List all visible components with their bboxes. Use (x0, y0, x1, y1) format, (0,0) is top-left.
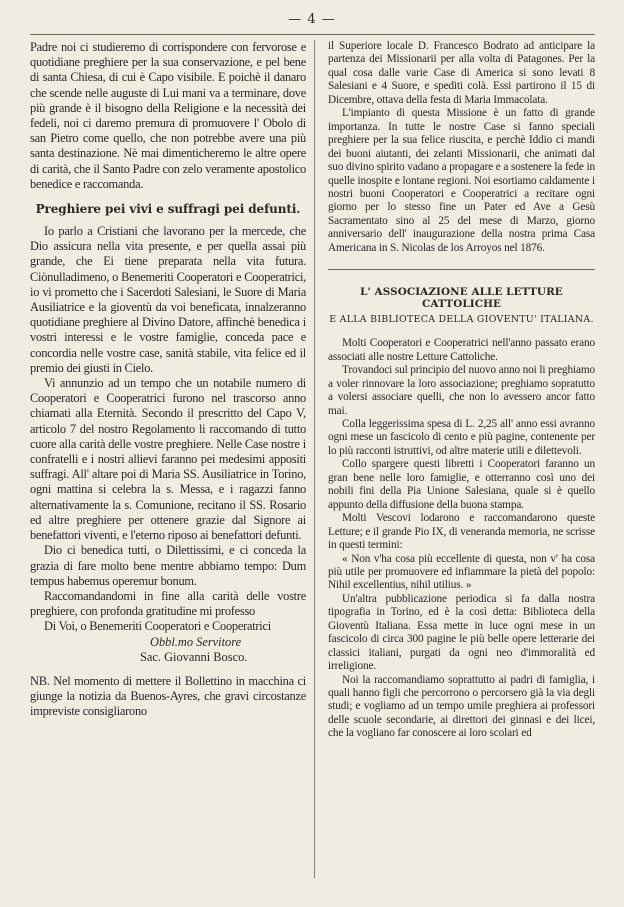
right-quote: « Non v'ha cosa più eccellente di questa, non v' ha cosa più utile per promuovere ed infiammare la pietà del popolo: Nihil excellentius, nihil utilius. » (328, 552, 595, 592)
right-column (328, 40, 595, 741)
right-paragraph-2: L'impianto di questa Missione è un fatto di grande importanza. In tutte le nostre Case si fanno speciali preghiere per la sua felice riuscita, e perchè Iddio ci mandi dei buoni aiutanti, dei zelanti Missionarii, che animati dal suo divino spirito vadano a propagare e a sostenere la fede in quelle inospite e lontane regioni. Noi esortiamo caldamente i nostri buoni Cooperatori e Cooperatrici a recitare ogni giorno per lo stesso fine un Pater ed Ave a Gesù Sacramentato sino al 25 del mese di Marzo, giorno anniversario dell' inaugurazione della nostra prima Casa Americana in S. Nicolas de los Arroyos nel 1876. (328, 107, 595, 254)
section-subtitle-biblioteca: E ALLA BIBLIOTECA DELLA GIOVENTU' ITALIANA. (329, 314, 594, 326)
right-paragraph-7: Molti Vescovi lodarono e raccomandarono queste Letture; e il grande Pio IX, di veneranda memoria, ne scrisse in questi termini: (328, 512, 595, 552)
section-heading-prayers: Preghiere pei vivi e suffragi pei defunti. (35, 202, 301, 217)
left-paragraph-3: Vi annunzio ad un tempo che un notabile numero di Cooperatori e Cooperatrici furono nel trascorso anno chiamati alla Eternità. Secondo il prescritto del Capo V, articolo 7 del nostro Regolamento li raccomando di tutto cuore alla carità delle vostre preghiere. Nelle Case nostre i confratelli e i nostri allievi faranno pei medesimi appositi suffragi. All' altare poi di Maria SS. Ausiliatrice in Torino, ogni mattina si celebra la s. Messa, e i ragazzi fanno alternativamente la s. Comunione, recitano il SS. Rosario ed altre preghiere per ottenere grazie dal Signore ai benefattori viventi, e l'eterno riposo ai benefattori defunti. (30, 376, 306, 543)
right-paragraph-5: Colla leggerissima spesa di L. 2,25 all' anno essi avranno ogni mese un fascicolo di cento e più pagine, contenente per lo più racconti istruttivi, od altre materie utili e dilettevoli. (328, 417, 595, 457)
left-paragraph-2: Io parlo a Cristiani che lavorano per la mercede, che Dio assicura nella vita presente, e per quella assai più grande, che Ei tiene preparata nella vita futura. Ciònulladimeno, o Benemeriti Cooperatori e Cooperatrici, io vi prometto che i Sacerdoti Salesiani, le Suore di Maria Ausiliatrice e la gioventù da voi beneficata, innalzeranno quotidiane preghiere al Divino Datore, affinchè benedica i vostri interessi e le vostre famiglie, conceda pace e concordia nelle vostre case, sanità stabile, vita felice ed il premio dei giusti in Cielo. (30, 224, 306, 375)
right-paragraph-10: Noi la raccomandiamo soprattutto ai padri di famiglia, i quali hanno figli che percorrono o percorsero già la via degli studi; e vogliamo ad un tempo umile preghiera ai professori delle scuole secondarie, ai direttori dei ginnasi e dei licei, che la vogliano far conoscere ai loro scolari ed (328, 673, 595, 740)
signature-line-2: Sac. Giovanni Bosco. (140, 650, 248, 665)
section-separator (328, 269, 595, 270)
left-paragraph-1: Padre noi ci studieremo di corrispondere con fervorose e quotidiane preghiere per la sua conservazione, e pel bene di santa Chiesa, di cui è Capo visibile. E poichè il danaro che scende nelle auguste di Lui mani va a terminare, dove più grande è il bisogno della Religione e la necessità dei fedeli, noi ci daremo premura di promuovere l' Obolo di san Pietro come quello, che non potrebbe avere una più santa destinazione. Nè mai dimenticheremo le altre opere di carità, che il Santo Padre con zelo veramente apostolico benedice e raccomanda. (30, 40, 306, 191)
column-divider (314, 40, 315, 878)
nota-bene: NB. Nel momento di mettere il Bollettino in macchina ci giunge la notizia da Buenos-Ayres, che gravi circostanze impreviste consigliarono (30, 673, 306, 718)
right-paragraph-1: il Superiore locale D. Francesco Bodrato ad anticipare la partenza dei Missionarii per alla volta di Patagones. Per la qual cosa dalle varie Case di America si sono levati 8 Salesiani e 4 Suore, e spediti colà. Essi partirono il 15 di Dicembre, ottava della festa di Maria Immacolata. (328, 40, 595, 106)
right-paragraph-4: Trovandoci sul principio del nuovo anno noi li preghiamo a voler rinnovare la loro associazione; preghiamo sopratutto a volersi associare quelli, che non lo avessero ancor fatto mai. (328, 364, 595, 417)
right-paragraph-9: Un'altra pubblicazione periodica si fa dalla nostra tipografia in Torino, ed è la così detta: Biblioteca della Gioventù Italiana. Essa mette in luce ogni mese in un fascicolo di circa 300 pagine le più belle opere letterarie dei classici italiani, purgati da ogni neo d'immoralità ed irreligione. (328, 592, 595, 673)
left-paragraph-5: Raccomandandomi in fine alla carità delle vostre preghiere, con profonda gratitudine mi professo (30, 588, 306, 619)
left-paragraph-4: Dio ci benedica tutti, o Dilettissimi, e ci conceda la grazia di fare molto bene mentre abbiamo tempo: Dum tempus habemus operemur bonum. (30, 543, 306, 588)
right-paragraph-3: Molti Cooperatori e Cooperatrici nell'anno passato erano associati alle nostre Letture Cattoliche. (328, 337, 595, 363)
section-title-letture: L' ASSOCIAZIONE ALLE LETTURE CATTOLICHE (360, 286, 563, 311)
signature-line-1: Obbl.mo Servitore (150, 634, 242, 649)
page-number: — 4 — (288, 12, 336, 27)
left-paragraph-6: Di Voi, o Benemeriti Cooperatori e Cooperatrici (44, 619, 271, 634)
right-paragraph-6: Collo spargere questi libretti i Cooperatori faranno un gran bene nelle loro famiglie, e otterranno così uno dei nobili fini della Pia Unione Salesiana, quale si è quello appunto della diffusione della buona stampa. (328, 458, 595, 511)
left-column (30, 40, 306, 719)
top-rule (30, 34, 595, 35)
